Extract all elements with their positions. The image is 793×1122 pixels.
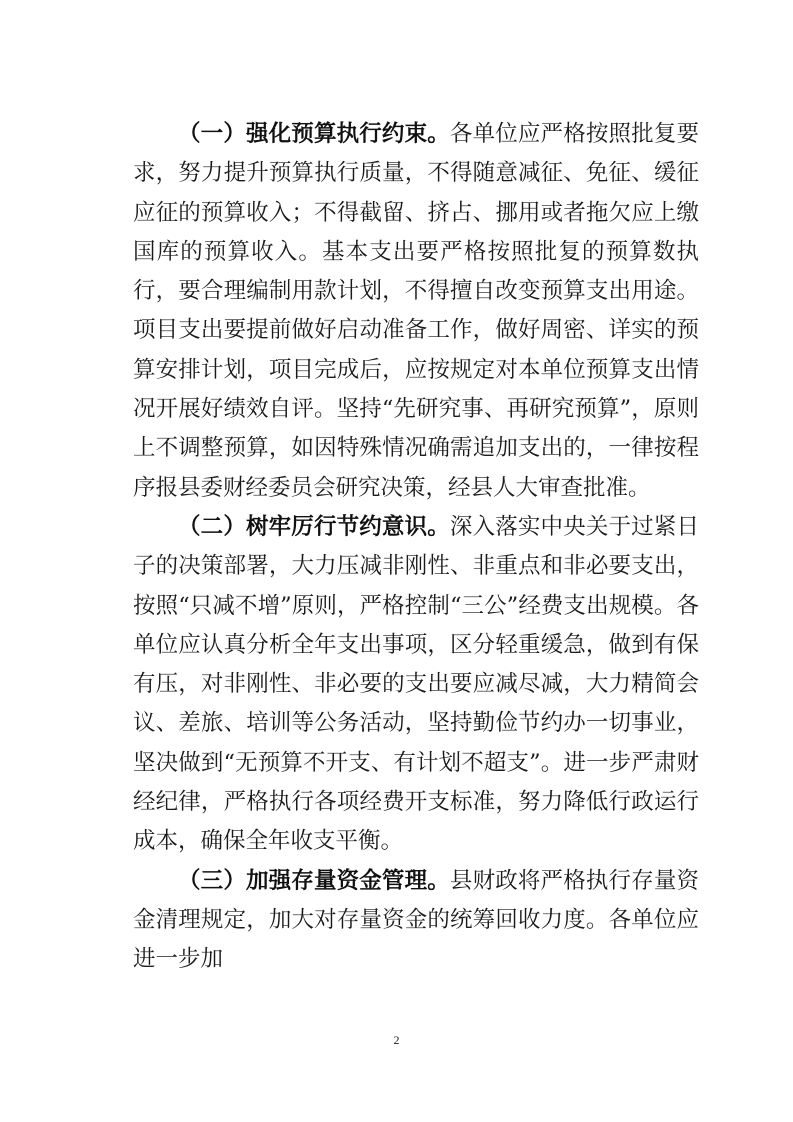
- paragraph-2-body: 深入落实中央关于过紧日子的决策部署，大力压减非刚性、非重点和非必要支出，按照“只减不增”原则，严格控制“三公”经费支出规模。各单位应认真分析全年支出事项，区分轻重缓急，做到有保有压，对非刚性、非必要的支出要应减尽减，大力精简会议、差旅、培训等公务活动，坚持勤俭节约办一切事业，坚决做到“无预算不开支、有计划不超支”。进一步严肃财经纪律，严格执行各项经费开支标准，努力降低行政运行成本，确保全年收支平衡。: [133, 513, 699, 855]
- paragraph-3-body: 县财政将严格执行存量资金清理规定，加大对存量资金的统筹回收力度。各单位应进一步加: [133, 867, 699, 973]
- paragraph-1-heading: （一）强化预算执行约束。: [178, 121, 450, 147]
- paragraph-2: [133, 508, 699, 862]
- paragraph-3-heading: （三）加强存量资金管理。: [178, 867, 450, 894]
- paragraph-1: [133, 115, 699, 508]
- document-body: [133, 115, 699, 980]
- paragraph-1-body: 各单位应严格按照批复要求，努力提升预算执行质量，不得随意减征、免征、缓征应征的预算收入；不得截留、挤占、挪用或者拖欠应上缴国库的预算收入。基本支出要严格按照批复的预算数执行，要合理编制用款计划，不得擅自改变预算支出用途。项目支出要提前做好启动准备工作，做好周密、详实的预算安排计划，项目完成后，应按规定对本单位预算支出情况开展好绩效自评。坚持“先研究事、再研究预算”，原则上不调整预算，如因特殊情况确需追加支出的，一律按程序报县委财经委员会研究决策，经县人大审查批准。: [133, 121, 699, 501]
- paragraph-2-heading: （二）树牢厉行节约意识。: [178, 513, 450, 540]
- paragraph-3: [133, 862, 699, 980]
- page-number: 2: [393, 1033, 400, 1047]
